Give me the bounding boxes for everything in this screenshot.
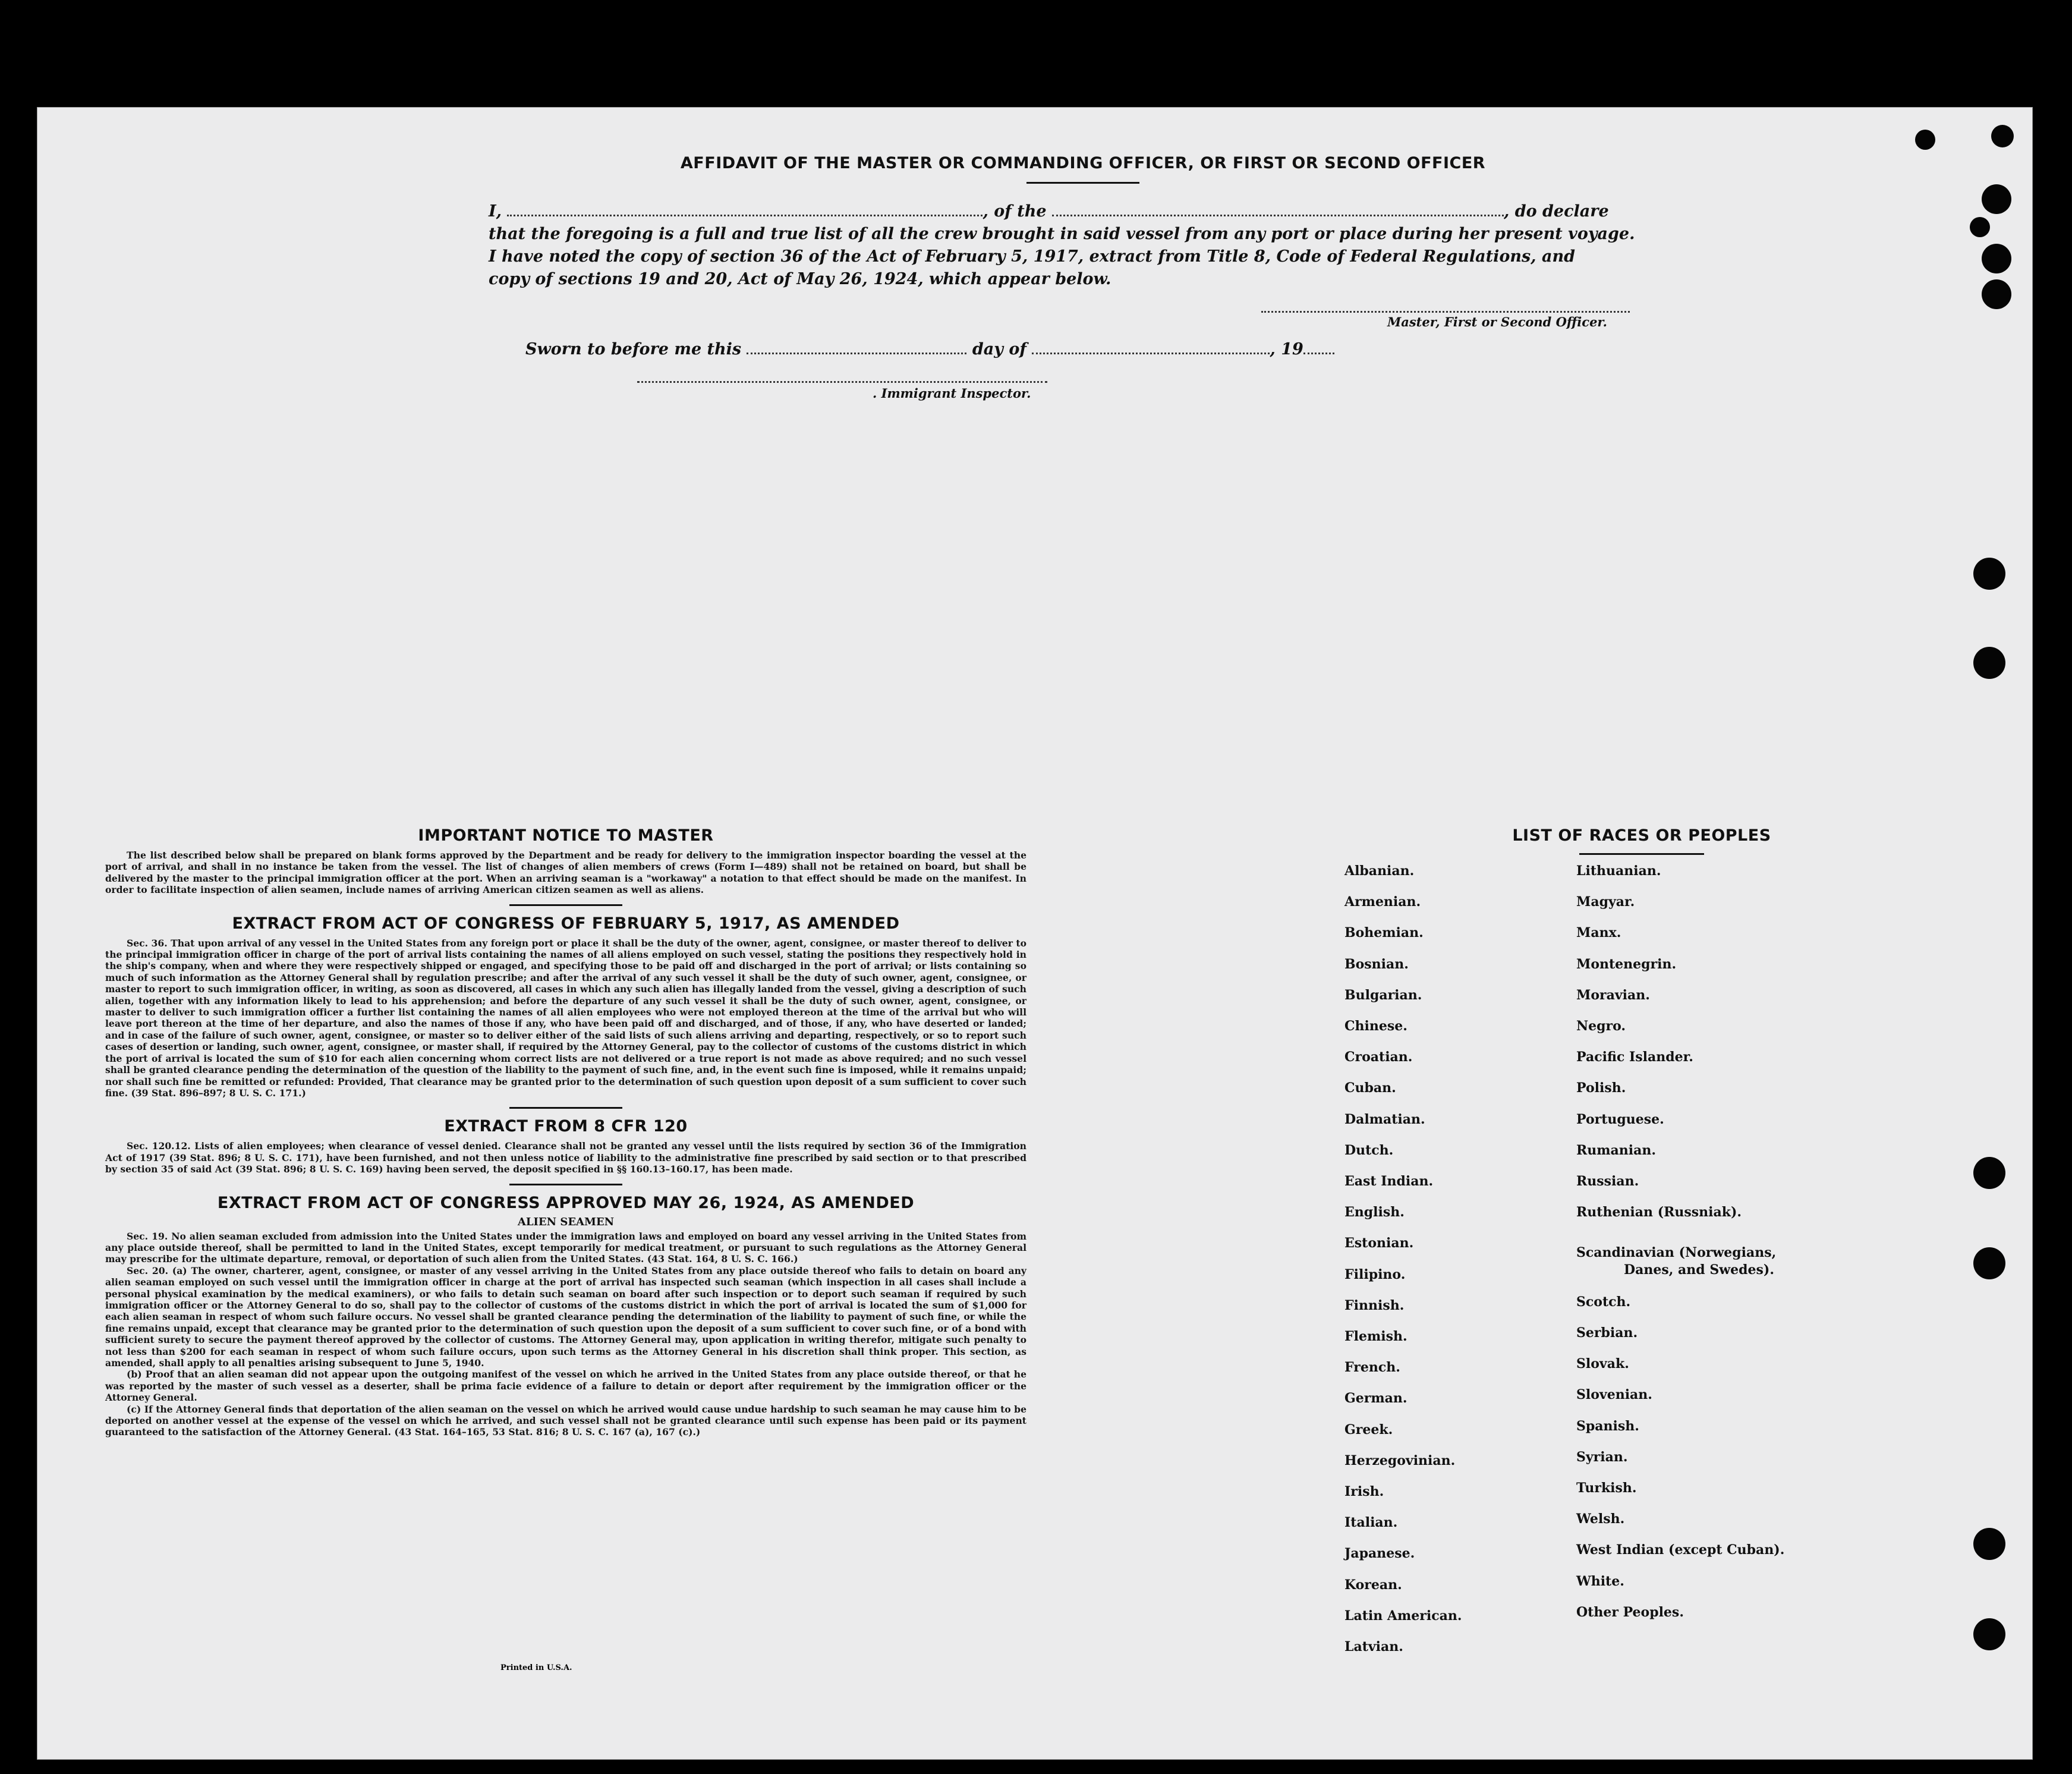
race-item: Portuguese.: [1576, 1111, 1664, 1127]
extract-1917-body: Sec. 36. That upon arrival of any vessel in the United States from any foreign port or place it shall be the duty of the owner, agent, consignee, or master thereof to deliver to the principal immigration officer in charge of the port of arrival lists containing the names of all aliens employed on such vessel, stating the positions they respectively hold in the ship's company, when and where they were respectively shipped or engaged, and specifying those to be paid off and discharged in the port of arrival; or lists containing so much of such information as the Attorney General shall by regulation prescribe; and after the arrival of any such vessel it shall be the duty of such owner, agent, consignee, or master to report to such immigration officer, in writing, as soon as discovered, all cases in which any such alien has illegally landed from the vessel, giving a description of such alien, together with any information likely to lead to his apprehension; and before the departure of any such vessel it shall be the duty of such owner, agent, consignee, or master to deliver to such immigration officer a further list containing the names of all alien employees who were not employed thereon at the time of the arrival but who will leave port thereon at the time of her departure, and also the names of those if any, who have been paid off and discharged, and of those, if any, who have deserted or landed; and in case of the failure of such owner, agent, consignee, or master so to deliver either of the said lists of such aliens arriving and departing, respectively, or so to report such cases of desertion or landing, such owner, agent, consignee, or master shall, if required by the Attorney General, pay to the collector of customs of the customs district in which the port of arrival is located the sum of $10 for each alien concerning whom correct lists are not delivered or a true report is not made as above required; and no such vessel shall be granted clearance pending the determination of the question of the liability to the payment of such fine, and, in the event such fine is imposed, while it remains unpaid; nor shall such fine be remitted or refunded: Provided, That clearance may be granted prior to the determination of such question upon deposit of a sum sufficient to cover such fine. (39 Stat. 896–897; 8 U. S. C. 171.): [105, 937, 1026, 1099]
binder-hole: [1973, 647, 2005, 679]
binder-hole: [1991, 125, 2014, 147]
affidavit-line-1: [489, 200, 1677, 223]
race-item: Irish.: [1344, 1484, 1384, 1499]
race-item: Manx.: [1576, 925, 1621, 941]
extract-cfr-title: EXTRACT FROM 8 CFR 120: [444, 1117, 688, 1136]
binder-hole: [1982, 279, 2011, 309]
race-item: Serbian.: [1576, 1325, 1638, 1341]
race-item: French.: [1344, 1360, 1400, 1376]
binder-hole: [1973, 1528, 2005, 1560]
race-item: Rumanian.: [1576, 1142, 1657, 1158]
sworn-month-field[interactable]: [1032, 352, 1270, 354]
binder-hole: [1973, 1247, 2005, 1279]
inspector-signature-block: [489, 381, 1677, 417]
binder-hole: [1982, 244, 2011, 273]
race-item: East Indian.: [1344, 1174, 1434, 1189]
name-field[interactable]: [507, 214, 983, 216]
extract-cfr-body: Sec. 120.12. Lists of alien employees; when clearance of vessel denied. Clearance shall not be granted any vessel until the lists required by section 36 of the Immigration Act of 1917 (39 Stat. 896; 8 U. S. C. 171), have been furnished, and not then unless notice of liability to the administrative fine prescribed by said section or to that prescribed by section 35 of said Act (39 Stat. 896; 8 U. S. C. 169) having been served, the deposit specified in §§ 160.13–160.17, has been made.: [105, 1140, 1026, 1175]
race-item: Ruthenian (Russniak).: [1576, 1204, 1742, 1221]
race-item: Other Peoples.: [1576, 1604, 1684, 1620]
sec-20a-text: Sec. 20. (a) The owner, charterer, agent, consignee, or master of any vessel arriving in the United States from any place outside thereof who fails to detain on board any alien seaman employed on such vessel until the immigration officer in charge at the port of arrival has inspected such seaman (which inspection in all cases shall include a personal physical examination by the medical examiners), or who fails to detain such seaman on board after such inspection or to deport such seaman if required by such immigration officer or the Attorney General to do so, shall pay to the collector of customs of the customs district in which the port of arrival is located the sum of $1,000 for each alien seaman in respect of whom such failure occurs. No vessel shall be granted clearance pending the determination of the liability to payment of such fine, or while the fine remains unpaid, except that clearance may be granted prior to the determination of such question upon the deposit of a sum sufficient to cover such fine, or of a bond with sufficient surety to secure the payment thereof approved by the collector of customs. The Attorney General may, upon application in writing therefor, mitigate such penalty to not less than $200 for each seaman in respect of whom such failure occurs, upon such terms as the Attorney General in his discretion shall think proper. This section, as amended, shall apply to all penalties arising subsequent to June 5, 1940.: [105, 1265, 1026, 1369]
sworn-line: [525, 338, 1677, 361]
races-title-underline: [1579, 853, 1704, 855]
of-the-label: , of the: [983, 202, 1047, 221]
binder-hole: [1970, 217, 1990, 237]
affidavit-section: [489, 152, 1677, 417]
notice-body: The list described below shall be prepared on blank forms approved by the Department and be ready for delivery to the immigration inspector boarding the vessel at the port of arrival, and shall in no instance be taken from the vessel. The list of changes of alien members of crews (Form I—489) shall not be retained on board, but shall be delivered by the master to the principal immigration officer at the port. When an arriving seaman is a "workaway" a notation to that effect should be made on the manifest. In order to facilitate inspection of alien seamen, include names of arriving American citizen seamen as well as aliens.: [105, 850, 1026, 896]
binder-hole: [1973, 558, 2005, 590]
race-item: Cuban.: [1344, 1080, 1396, 1096]
races-title: LIST OF RACES OR PEOPLES: [1512, 826, 1771, 845]
affidavit-line-3: I have noted the copy of section 36 of the Act of February 5, 1917, extract from Title 8, Code of Federal Regulations, and: [489, 247, 1575, 266]
affidavit-title: AFFIDAVIT OF THE MASTER OR COMMANDING OFFICER, OR FIRST OR SECOND OFFICER: [680, 154, 1486, 172]
sec-20c-text: (c) If the Attorney General finds that deportation of the alien seaman on the vessel on which he arrived would cause undue hardship to such seaman he may cause him to be deported on another vessel at the expense of the vessel on which he arrived, and such vessel shall not be granted clearance until such expense has been paid or its payment guaranteed to the satisfaction of the Attorney General. (43 Stat. 164–165, 53 Stat. 816; 8 U. S. C. 167 (a), 167 (c).): [105, 1403, 1026, 1438]
race-item: Greek.: [1344, 1421, 1393, 1438]
race-item: Scandinavian (Norwegians,: [1576, 1245, 1777, 1261]
races-list: [1344, 863, 1939, 1696]
master-signature-label: Master, First or Second Officer.: [1387, 314, 1607, 329]
binder-hole: [1973, 1157, 2005, 1189]
race-item: Armenian.: [1344, 894, 1421, 910]
notice-title: IMPORTANT NOTICE TO MASTER: [418, 826, 714, 845]
binder-hole: [1973, 1618, 2005, 1650]
separator: [509, 904, 622, 906]
do-declare-label: , do declare: [1503, 202, 1609, 221]
race-item: Danes, and Swedes).: [1624, 1262, 1774, 1278]
separator: [509, 1184, 622, 1185]
race-item: Bosnian.: [1344, 956, 1409, 972]
separator: [509, 1107, 622, 1109]
race-item: Slovenian.: [1576, 1387, 1652, 1403]
race-item: Korean.: [1344, 1577, 1402, 1593]
binder-hole: [1915, 130, 1935, 150]
sec-19-text: Sec. 19. No alien seaman excluded from admission into the United States under the immigration laws and employed on board any vessel arriving in the United States from any place outside thereof, shall be permitted to land in the United States, except temporarily for medical treatment, or pursuant to such regulations as the Attorney General may prescribe for the ultimate departure, removal, or deportation of such alien from the United States. (43 Stat. 164, 8 U. S. C. 166.): [105, 1230, 1026, 1265]
affidavit-i: I,: [489, 202, 502, 221]
alien-seamen-heading: ALIEN SEAMEN: [517, 1215, 615, 1228]
race-item: Polish.: [1576, 1080, 1626, 1096]
race-item: Slovak.: [1576, 1356, 1629, 1372]
inspector-signature-label: . Immigrant Inspector.: [873, 386, 1031, 401]
title-underline: [1026, 182, 1139, 184]
race-item: Herzegovinian.: [1344, 1452, 1456, 1468]
race-item: Russian.: [1576, 1174, 1639, 1189]
race-item: Estonian.: [1344, 1235, 1414, 1251]
race-item: German.: [1344, 1391, 1407, 1407]
race-item: Syrian.: [1576, 1449, 1628, 1465]
race-item: Filipino.: [1344, 1266, 1406, 1282]
affidavit-line-2: that the foregoing is a full and true list of all the crew brought in said vessel from any port or place during her present voyage.: [489, 225, 1635, 243]
race-item: Chinese.: [1344, 1018, 1407, 1034]
race-item: Flemish.: [1344, 1329, 1407, 1344]
printed-in-usa: Printed in U.S.A.: [500, 1663, 572, 1672]
race-item: Spanish.: [1576, 1418, 1639, 1434]
sworn-label: Sworn to before me this: [525, 340, 742, 358]
vessel-field[interactable]: [1052, 214, 1504, 216]
race-item: Negro.: [1576, 1018, 1626, 1034]
race-item: Scotch.: [1576, 1294, 1631, 1310]
race-item: Bohemian.: [1344, 925, 1424, 941]
race-item: Dutch.: [1344, 1142, 1394, 1158]
race-item: Latin American.: [1344, 1608, 1462, 1624]
race-item: Finnish.: [1344, 1297, 1405, 1313]
race-item: Magyar.: [1576, 894, 1635, 910]
form-page: [37, 107, 2033, 1760]
sworn-year-field[interactable]: [1303, 352, 1334, 354]
race-item: Lithuanian.: [1576, 863, 1661, 879]
year-label: , 19: [1270, 340, 1303, 358]
race-item: Turkish.: [1576, 1480, 1637, 1496]
affidavit-line-4: copy of sections 19 and 20, Act of May 26, 1924, which appear below.: [489, 270, 1111, 288]
race-item: English.: [1344, 1204, 1405, 1221]
races-section: [1344, 826, 1939, 1696]
race-item: West Indian (except Cuban).: [1576, 1542, 1785, 1558]
sworn-date-field[interactable]: [747, 352, 966, 354]
race-item: Bulgarian.: [1344, 987, 1422, 1003]
notice-section: [105, 826, 1026, 1438]
race-item: White.: [1576, 1573, 1624, 1589]
race-item: Croatian.: [1344, 1049, 1413, 1065]
race-item: Pacific Islander.: [1576, 1049, 1693, 1065]
race-item: Dalmatian.: [1344, 1111, 1425, 1127]
sec-20b-text: (b) Proof that an alien seaman did not appear upon the outgoing manifest of the vessel on which he arrived in the United States from any place outside thereof, or that he was reported by the master of such vessel as a deserter, shall be prima facie evidence of a failure to detain or deport after requirement by the immigration officer or the Attorney General.: [105, 1369, 1026, 1404]
race-item: Moravian.: [1576, 987, 1650, 1003]
race-item: Albanian.: [1344, 863, 1415, 879]
race-item: Welsh.: [1576, 1511, 1625, 1527]
binder-hole: [1982, 184, 2011, 214]
race-item: Latvian.: [1344, 1639, 1403, 1655]
extract-1917-title: EXTRACT FROM ACT OF CONGRESS OF FEBRUARY 5, 1917, AS AMENDED: [232, 914, 900, 933]
race-item: Italian.: [1344, 1515, 1398, 1531]
day-of-label: day of: [972, 340, 1026, 358]
race-item: Montenegrin.: [1576, 956, 1677, 972]
master-signature-block: [489, 303, 1677, 338]
extract-1924-title: EXTRACT FROM ACT OF CONGRESS APPROVED MAY 26, 1924, AS AMENDED: [217, 1193, 915, 1212]
race-item: Japanese.: [1344, 1546, 1415, 1562]
